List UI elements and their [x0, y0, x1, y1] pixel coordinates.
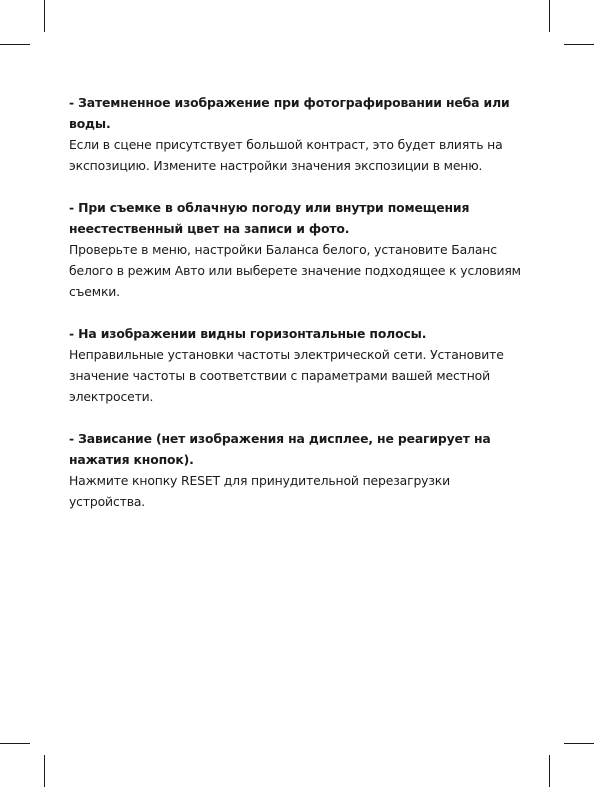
troubleshooting-item — [69, 92, 529, 176]
troubleshooting-item — [69, 323, 529, 407]
crop-mark-bottom-left-vertical — [44, 755, 45, 787]
troubleshooting-item — [69, 428, 529, 512]
crop-mark-bottom-right-horizontal — [564, 743, 594, 744]
issue-solution: Проверьте в меню, настройки Баланса белого, установите Баланс белого в режим Авто или выберете значение подходящее к условиям съемки. — [69, 242, 521, 299]
crop-mark-bottom-left-horizontal — [0, 743, 30, 744]
issue-heading: - Зависание (нет изображения на дисплее, не реагирует на нажатия кнопок). — [69, 431, 491, 467]
issue-heading: - При съемке в облачную погоду или внутри помещения неестественный цвет на записи и фото. — [69, 200, 470, 236]
crop-mark-top-right-horizontal — [564, 44, 594, 45]
troubleshooting-item — [69, 197, 529, 302]
crop-mark-top-right-vertical — [549, 0, 550, 32]
issue-solution: Если в сцене присутствует большой контраст, это будет влиять на экспозицию. Измените настройки значения экспозиции в меню. — [69, 137, 503, 173]
crop-mark-top-left-horizontal — [0, 44, 30, 45]
issue-solution: Нажмите кнопку RESET для принудительной перезагрузки устройства. — [69, 473, 451, 509]
issue-heading: - На изображении видны горизонтальные полосы. — [69, 326, 427, 341]
issue-heading: - Затемненное изображение при фотографировании неба или воды. — [69, 95, 510, 131]
crop-mark-bottom-right-vertical — [549, 755, 550, 787]
issue-solution: Неправильные установки частоты электрической сети. Установите значение частоты в соответствии с параметрами вашей местной электросети. — [69, 347, 504, 404]
troubleshooting-section — [69, 92, 529, 533]
crop-mark-top-left-vertical — [44, 0, 45, 32]
